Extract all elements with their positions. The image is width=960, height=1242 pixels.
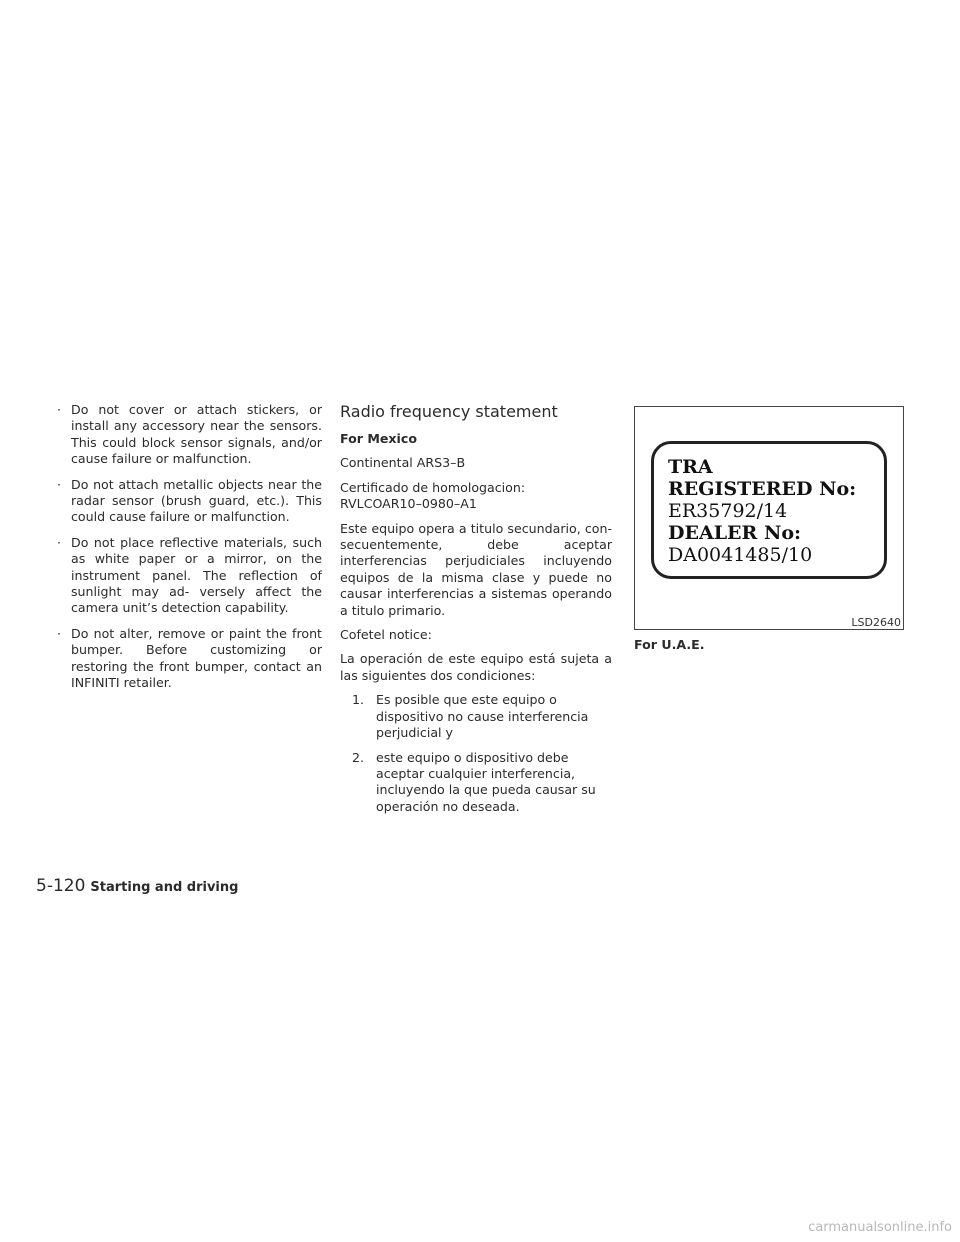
bullet-dot: ·: [57, 534, 62, 550]
label-line: TRA: [668, 456, 713, 478]
condition-item: [352, 750, 612, 816]
radio-frequency-column: [340, 402, 612, 823]
label-line: ER35792/14: [668, 500, 788, 522]
condition-text: este equipo o dispositivo debe aceptar cualquier interferencia, incluyendo la que pueda causar su operación no deseada.: [376, 749, 596, 814]
figure-column: [634, 406, 906, 653]
label-line: DEALER No:: [668, 522, 801, 544]
condition-text: Es posible que este equipo o dispositivo no cause interferencia perjudicial y: [376, 692, 589, 741]
bullet-dot: ·: [57, 402, 62, 417]
conditions-intro: La operación de este equipo está sujeta a las siguientes dos condiciones:: [340, 651, 612, 683]
certificate-number: RVLCOAR10–0980–A1: [340, 496, 477, 512]
bullet-text: Do not place reflective materials, such as white paper or a mirror, on the instrument panel. The reflection of sunlight may ad- versely affect the camera unit’s detection capability.: [71, 534, 322, 616]
bullet-text: Do not cover or attach stickers, or install any accessory near the sensors. This could block sensor signals, and/or cause failure or malfunction.: [71, 402, 322, 467]
bullet-dot: ·: [57, 625, 62, 641]
mexico-subheading: For Mexico: [340, 431, 417, 446]
site-watermark: carmanualsonline.info: [808, 1220, 952, 1235]
figure-code: LSD2640: [851, 616, 901, 629]
bullet-item: [56, 477, 322, 526]
certificate-block: [340, 480, 612, 513]
condition-number: 2.: [352, 749, 365, 765]
bullet-item: [56, 402, 322, 468]
interference-statement: Este equipo opera a titulo secundario, con- secuentemente, debe aceptar interferencias perjudiciales incluyendo equipos de la misma clase y puede no causar interferencias a sistemas operando a titulo primario.: [340, 520, 612, 618]
bullet-item: [56, 626, 322, 692]
condition-item: [352, 692, 612, 741]
certificate-label: Certificado de homologacion:: [340, 479, 526, 495]
precautions-column: [56, 402, 322, 701]
bullet-text: Do not attach metallic objects near the radar sensor (brush guard, etc.). This could cause failure or malfunction.: [71, 476, 322, 525]
label-line: REGISTERED No:: [668, 478, 857, 500]
bullet-dot: ·: [57, 476, 62, 492]
condition-number: 1.: [352, 692, 365, 708]
tra-label-plate: [651, 441, 887, 579]
tra-label-figure: [634, 406, 904, 630]
footer-section-title: Starting and driving: [90, 880, 239, 895]
cofetel-notice-label: Cofetel notice:: [340, 627, 432, 643]
label-line: DA0041485/10: [668, 544, 813, 566]
model-name: Continental ARS3–B: [340, 455, 466, 471]
section-heading: Radio frequency statement: [340, 402, 558, 421]
page-footer: [36, 876, 238, 898]
bullet-text: Do not alter, remove or paint the front bumper. Before customizing or restoring the front bumper, contact an INFINITI retailer.: [71, 625, 322, 691]
figure-caption: For U.A.E.: [634, 637, 705, 652]
bullet-item: [56, 535, 322, 617]
page-number: 5-120: [36, 876, 86, 896]
